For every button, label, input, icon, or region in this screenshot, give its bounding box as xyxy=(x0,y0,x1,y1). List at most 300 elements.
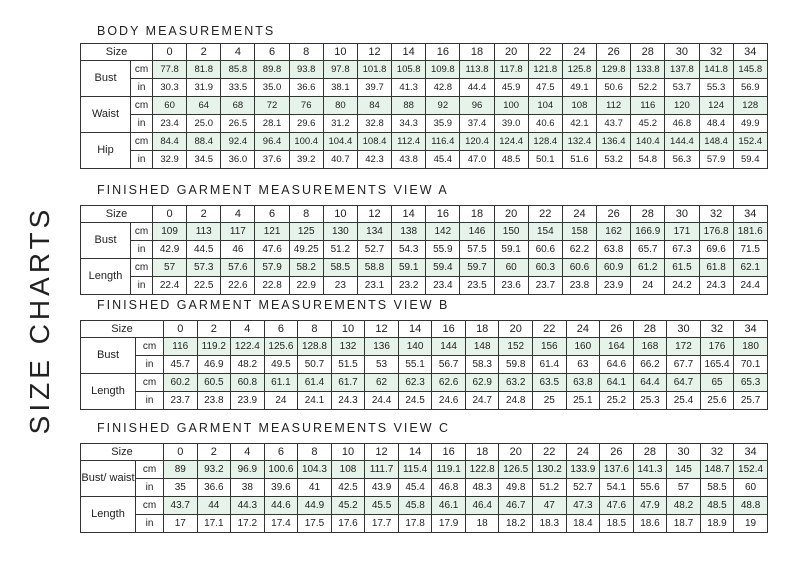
unit-label: cm xyxy=(131,259,153,277)
measurement-value: 160 xyxy=(566,338,600,356)
measurement-value: 24.3 xyxy=(331,392,365,410)
size-header-cell: 18 xyxy=(465,444,499,461)
measurement-value: 80 xyxy=(323,97,357,115)
size-header-cell: 6 xyxy=(264,444,298,461)
size-header-cell: 10 xyxy=(331,444,365,461)
measurement-value: 125 xyxy=(289,223,323,241)
measurement-value: 122.8 xyxy=(465,461,499,479)
measurement-value: 61.8 xyxy=(699,259,733,277)
measurement-value: 61.2 xyxy=(631,259,665,277)
measurement-value: 72 xyxy=(255,97,289,115)
measurement-value: 109.8 xyxy=(426,61,460,79)
measurement-value: 96.4 xyxy=(255,133,289,151)
measurement-value: 154 xyxy=(528,223,562,241)
measurement-value: 180 xyxy=(734,338,768,356)
unit-label: in xyxy=(131,79,153,97)
measurement-value: 49.9 xyxy=(733,115,767,133)
measurement-value: 17.8 xyxy=(398,515,432,533)
measurement-value: 60.8 xyxy=(231,374,265,392)
measurement-value: 34.5 xyxy=(187,151,221,169)
measurement-value: 54.8 xyxy=(631,151,665,169)
measurement-value: 111.7 xyxy=(365,461,399,479)
measurement-value: 164 xyxy=(600,338,634,356)
measurement-value: 53.7 xyxy=(665,79,699,97)
size-header-cell: 10 xyxy=(331,321,365,338)
measurement-label: Length xyxy=(81,374,136,410)
measurement-value: 17.2 xyxy=(231,515,265,533)
size-header-cell: 24 xyxy=(562,206,596,223)
size-label: Size xyxy=(81,44,153,61)
measurement-value: 49.8 xyxy=(499,479,533,497)
unit-label: cm xyxy=(136,461,164,479)
measurement-value: 162 xyxy=(597,223,631,241)
measurement-value: 25.2 xyxy=(600,392,634,410)
size-header-cell: 8 xyxy=(298,321,332,338)
measurement-value: 43.7 xyxy=(597,115,631,133)
measurement-value: 64.7 xyxy=(667,374,701,392)
measurement-value: 59.4 xyxy=(426,259,460,277)
measurement-label: Bust xyxy=(81,338,136,374)
measurement-value: 23.9 xyxy=(231,392,265,410)
measurement-value: 67.3 xyxy=(665,241,699,259)
measurement-value: 23.5 xyxy=(460,277,494,295)
measurement-label: Waist xyxy=(81,97,131,133)
measurement-value: 142 xyxy=(426,223,460,241)
measurement-value: 145 xyxy=(667,461,701,479)
measurement-value: 23.4 xyxy=(426,277,460,295)
measurement-value: 57.5 xyxy=(460,241,494,259)
measurement-value: 44.9 xyxy=(298,497,332,515)
measurement-value: 134 xyxy=(357,223,391,241)
measurement-value: 124.4 xyxy=(494,133,528,151)
measurement-value: 34.3 xyxy=(392,115,426,133)
measurement-value: 43.9 xyxy=(365,479,399,497)
measurement-value: 156 xyxy=(533,338,567,356)
measurement-value: 28.1 xyxy=(255,115,289,133)
measurement-value: 46.1 xyxy=(432,497,466,515)
measurement-value: 39.6 xyxy=(264,479,298,497)
measurement-value: 61.4 xyxy=(298,374,332,392)
measurement-value: 39.2 xyxy=(289,151,323,169)
measurement-value: 33.5 xyxy=(221,79,255,97)
measurement-value: 141.8 xyxy=(699,61,733,79)
section-title: BODY MEASUREMENTS xyxy=(97,24,276,38)
size-header-cell: 32 xyxy=(699,44,733,61)
measurement-value: 145.8 xyxy=(733,61,767,79)
size-header-cell: 12 xyxy=(357,206,391,223)
section-title: FINISHED GARMENT MEASUREMENTS VIEW C xyxy=(97,421,451,435)
measurement-value: 45.4 xyxy=(398,479,432,497)
size-header-cell: 16 xyxy=(432,321,466,338)
measurement-value: 165.4 xyxy=(700,356,734,374)
measurement-value: 116 xyxy=(164,338,198,356)
measurement-value: 63.8 xyxy=(597,241,631,259)
measurement-value: 32.9 xyxy=(153,151,187,169)
measurement-value: 52.7 xyxy=(566,479,600,497)
measurement-value: 17.9 xyxy=(432,515,466,533)
measurement-value: 117.8 xyxy=(494,61,528,79)
size-header-cell: 8 xyxy=(298,444,332,461)
measurement-value: 22.8 xyxy=(255,277,289,295)
size-label: Size xyxy=(81,321,164,338)
unit-label: cm xyxy=(136,338,164,356)
size-header-cell: 16 xyxy=(426,44,460,61)
measurement-value: 56.9 xyxy=(733,79,767,97)
measurement-value: 48.5 xyxy=(700,497,734,515)
table-row xyxy=(81,277,768,295)
measurement-value: 124 xyxy=(699,97,733,115)
measurement-value: 133.8 xyxy=(631,61,665,79)
measurement-value: 58.5 xyxy=(323,259,357,277)
measurement-value: 176 xyxy=(700,338,734,356)
measurement-value: 62.3 xyxy=(398,374,432,392)
measurement-value: 45.2 xyxy=(631,115,665,133)
measurement-value: 152.4 xyxy=(733,133,767,151)
measurement-value: 62.9 xyxy=(465,374,499,392)
table-row xyxy=(81,61,768,79)
measurement-value: 55.9 xyxy=(426,241,460,259)
measurement-value: 128.8 xyxy=(298,338,332,356)
measurement-value: 42.5 xyxy=(331,479,365,497)
measurement-value: 126.5 xyxy=(499,461,533,479)
size-header-cell: 24 xyxy=(566,444,600,461)
measurement-value: 47.5 xyxy=(528,79,562,97)
table-row xyxy=(81,259,768,277)
size-header-cell: 30 xyxy=(667,444,701,461)
measurement-value: 136 xyxy=(365,338,399,356)
size-header-cell: 4 xyxy=(231,444,265,461)
measurement-value: 22.4 xyxy=(153,277,187,295)
measurement-value: 48.2 xyxy=(231,356,265,374)
measurement-value: 24 xyxy=(264,392,298,410)
size-header-cell: 22 xyxy=(533,321,567,338)
measurement-value: 18.5 xyxy=(600,515,634,533)
measurement-value: 38 xyxy=(231,479,265,497)
measurement-value: 58.5 xyxy=(700,479,734,497)
measurement-value: 46 xyxy=(221,241,255,259)
measurement-value: 49.1 xyxy=(562,79,596,97)
measurement-value: 51.2 xyxy=(533,479,567,497)
measurement-value: 30.3 xyxy=(153,79,187,97)
measurement-value: 45.8 xyxy=(398,497,432,515)
measurement-value: 150 xyxy=(494,223,528,241)
unit-label: cm xyxy=(131,133,153,151)
measurement-value: 24.5 xyxy=(398,392,432,410)
measurement-value: 55.3 xyxy=(699,79,733,97)
size-header-cell: 0 xyxy=(164,444,198,461)
size-header-cell: 0 xyxy=(153,206,187,223)
measurement-value: 31.2 xyxy=(323,115,357,133)
size-header-cell: 4 xyxy=(221,206,255,223)
measurement-value: 57 xyxy=(667,479,701,497)
measurement-value: 96.9 xyxy=(231,461,265,479)
measurement-value: 112 xyxy=(597,97,631,115)
measurement-value: 65.3 xyxy=(734,374,768,392)
size-header-cell: 14 xyxy=(392,44,426,61)
measurement-value: 37.6 xyxy=(255,151,289,169)
measurement-value: 112.4 xyxy=(392,133,426,151)
measurement-label: Bust/ waist xyxy=(81,461,136,497)
measurement-value: 55.1 xyxy=(398,356,432,374)
measurement-value: 22.9 xyxy=(289,277,323,295)
measurement-value: 18.7 xyxy=(667,515,701,533)
measurement-value: 58.8 xyxy=(357,259,391,277)
measurement-value: 50.6 xyxy=(597,79,631,97)
measurement-value: 17.7 xyxy=(365,515,399,533)
measurement-value: 40.7 xyxy=(323,151,357,169)
measurement-value: 62.2 xyxy=(562,241,596,259)
measurement-value: 84 xyxy=(357,97,391,115)
measurement-value: 23.4 xyxy=(153,115,187,133)
measurement-value: 51.2 xyxy=(323,241,357,259)
measurement-value: 47.9 xyxy=(633,497,667,515)
size-header-cell: 30 xyxy=(665,206,699,223)
measurement-value: 17.4 xyxy=(264,515,298,533)
measurement-value: 17 xyxy=(164,515,198,533)
measurement-value: 148.4 xyxy=(699,133,733,151)
measurement-value: 62.6 xyxy=(432,374,466,392)
size-header-cell: 32 xyxy=(700,321,734,338)
size-header-cell: 34 xyxy=(734,321,768,338)
measurement-value: 109 xyxy=(153,223,187,241)
measurement-value: 57 xyxy=(153,259,187,277)
size-header-cell: 26 xyxy=(597,206,631,223)
size-header-cell: 2 xyxy=(187,206,221,223)
measurement-value: 47.6 xyxy=(255,241,289,259)
measurement-value: 42.1 xyxy=(562,115,596,133)
measurement-value: 70.1 xyxy=(734,356,768,374)
measurement-value: 49.5 xyxy=(264,356,298,374)
size-header-cell: 14 xyxy=(392,206,426,223)
unit-label: in xyxy=(136,515,164,533)
measurement-value: 17.1 xyxy=(197,515,231,533)
measurement-value: 132 xyxy=(331,338,365,356)
measurement-value: 181.6 xyxy=(733,223,767,241)
measurement-value: 47.0 xyxy=(460,151,494,169)
section-title: FINISHED GARMENT MEASUREMENTS VIEW A xyxy=(97,183,449,197)
measurement-value: 25 xyxy=(533,392,567,410)
unit-label: cm xyxy=(136,497,164,515)
measurement-label: Length xyxy=(81,259,131,295)
size-header-cell: 6 xyxy=(264,321,298,338)
measurement-value: 121 xyxy=(255,223,289,241)
measurement-value: 29.6 xyxy=(289,115,323,133)
measurement-value: 62.1 xyxy=(733,259,767,277)
measurement-value: 140.4 xyxy=(631,133,665,151)
measurement-value: 104 xyxy=(528,97,562,115)
size-header-cell: 12 xyxy=(365,444,399,461)
measurement-value: 85.8 xyxy=(221,61,255,79)
measurement-value: 53 xyxy=(365,356,399,374)
unit-label: cm xyxy=(131,61,153,79)
measurement-value: 93.2 xyxy=(197,461,231,479)
measurement-value: 35.9 xyxy=(426,115,460,133)
measurement-value: 46.9 xyxy=(197,356,231,374)
measurement-value: 146 xyxy=(460,223,494,241)
measurement-value: 43.7 xyxy=(164,497,198,515)
measurement-value: 144 xyxy=(432,338,466,356)
measurement-value: 25.3 xyxy=(633,392,667,410)
size-header-row xyxy=(81,321,768,338)
measurement-value: 23.8 xyxy=(197,392,231,410)
measurement-value: 60.5 xyxy=(197,374,231,392)
measurement-value: 36.0 xyxy=(221,151,255,169)
unit-label: cm xyxy=(136,374,164,392)
measurement-value: 24.2 xyxy=(665,277,699,295)
measurement-value: 115.4 xyxy=(398,461,432,479)
size-header-cell: 28 xyxy=(631,206,665,223)
measurement-value: 18.2 xyxy=(499,515,533,533)
size-header-cell: 0 xyxy=(164,321,198,338)
measurement-value: 92.4 xyxy=(221,133,255,151)
size-header-cell: 10 xyxy=(323,206,357,223)
measurement-value: 49.25 xyxy=(289,241,323,259)
unit-label: in xyxy=(136,392,164,410)
measurement-value: 23.8 xyxy=(562,277,596,295)
measurement-value: 43.8 xyxy=(392,151,426,169)
measurement-value: 113 xyxy=(187,223,221,241)
measurement-value: 148.7 xyxy=(700,461,734,479)
measurement-value: 64 xyxy=(187,97,221,115)
unit-label: in xyxy=(131,241,153,259)
size-header-cell: 28 xyxy=(633,321,667,338)
measurement-value: 25.6 xyxy=(700,392,734,410)
measurement-value: 61.7 xyxy=(331,374,365,392)
measurement-value: 104.4 xyxy=(323,133,357,151)
measurement-value: 133.9 xyxy=(566,461,600,479)
measurement-value: 63.2 xyxy=(499,374,533,392)
measurement-value: 108 xyxy=(331,461,365,479)
measurement-value: 144.4 xyxy=(665,133,699,151)
measurement-value: 59.1 xyxy=(392,259,426,277)
size-header-cell: 6 xyxy=(255,206,289,223)
measurement-value: 62 xyxy=(365,374,399,392)
measurement-value: 61.5 xyxy=(665,259,699,277)
measurement-value: 55.6 xyxy=(633,479,667,497)
size-header-cell: 16 xyxy=(432,444,466,461)
measurement-value: 89.8 xyxy=(255,61,289,79)
measurement-value: 45.5 xyxy=(365,497,399,515)
measurement-value: 41 xyxy=(298,479,332,497)
measurement-value: 35 xyxy=(164,479,198,497)
table-row xyxy=(81,151,768,169)
size-header-cell: 20 xyxy=(499,444,533,461)
measurement-value: 46.7 xyxy=(499,497,533,515)
table-row xyxy=(81,241,768,259)
measurement-value: 120 xyxy=(665,97,699,115)
measurement-value: 67.7 xyxy=(667,356,701,374)
table-row xyxy=(81,461,768,479)
table-row xyxy=(81,115,768,133)
measurement-value: 97.8 xyxy=(323,61,357,79)
size-header-row xyxy=(81,444,768,461)
measurement-value: 44.3 xyxy=(231,497,265,515)
measurement-value: 25.0 xyxy=(187,115,221,133)
measurement-value: 128 xyxy=(733,97,767,115)
measurement-value: 42.3 xyxy=(357,151,391,169)
measurement-value: 63 xyxy=(566,356,600,374)
measurement-value: 17.5 xyxy=(298,515,332,533)
measurement-label: Length xyxy=(81,497,136,533)
measurement-value: 36.6 xyxy=(197,479,231,497)
page-title-text: SIZE CHARTS xyxy=(24,205,55,435)
measurement-value: 42.8 xyxy=(426,79,460,97)
measurement-value: 88.4 xyxy=(187,133,221,151)
measurement-value: 39.0 xyxy=(494,115,528,133)
section-title: FINISHED GARMENT MEASUREMENTS VIEW B xyxy=(97,298,450,312)
measurement-value: 59.7 xyxy=(460,259,494,277)
measurement-value: 168 xyxy=(633,338,667,356)
table-row xyxy=(81,356,768,374)
measurement-value: 52.2 xyxy=(631,79,665,97)
size-label: Size xyxy=(81,444,164,461)
size-header-cell: 18 xyxy=(460,206,494,223)
size-header-cell: 2 xyxy=(197,321,231,338)
measurement-value: 47.3 xyxy=(566,497,600,515)
table-row xyxy=(81,338,768,356)
size-label: Size xyxy=(81,206,153,223)
measurement-value: 59.8 xyxy=(499,356,533,374)
measurement-value: 60 xyxy=(153,97,187,115)
measurement-value: 24 xyxy=(631,277,665,295)
measurement-value: 18.9 xyxy=(700,515,734,533)
measurement-value: 125.8 xyxy=(562,61,596,79)
measurement-value: 45.9 xyxy=(494,79,528,97)
measurement-value: 56.7 xyxy=(432,356,466,374)
size-header-cell: 32 xyxy=(700,444,734,461)
measurement-value: 57.6 xyxy=(221,259,255,277)
measurement-value: 76 xyxy=(289,97,323,115)
measurement-value: 23.7 xyxy=(164,392,198,410)
measurement-value: 48.8 xyxy=(734,497,768,515)
measurement-value: 65 xyxy=(700,374,734,392)
measurement-value: 37.4 xyxy=(460,115,494,133)
measurement-value: 128.4 xyxy=(528,133,562,151)
measurement-value: 71.5 xyxy=(733,241,767,259)
measurement-value: 54.3 xyxy=(392,241,426,259)
size-header-cell: 24 xyxy=(566,321,600,338)
measurement-value: 130 xyxy=(323,223,357,241)
measurement-value: 63.8 xyxy=(566,374,600,392)
size-header-cell: 10 xyxy=(323,44,357,61)
measurement-value: 66.2 xyxy=(633,356,667,374)
measurement-value: 38.1 xyxy=(323,79,357,97)
measurement-value: 61.1 xyxy=(264,374,298,392)
size-header-cell: 20 xyxy=(494,44,528,61)
measurement-value: 60.6 xyxy=(528,241,562,259)
measurement-value: 57.3 xyxy=(187,259,221,277)
measurement-value: 25.4 xyxy=(667,392,701,410)
measurement-value: 130.2 xyxy=(533,461,567,479)
measurement-value: 23 xyxy=(323,277,357,295)
measurement-value: 40.6 xyxy=(528,115,562,133)
measurement-value: 50.1 xyxy=(528,151,562,169)
measurement-value: 48.3 xyxy=(465,479,499,497)
measurement-value: 100.4 xyxy=(289,133,323,151)
size-header-cell: 32 xyxy=(699,206,733,223)
size-header-cell: 26 xyxy=(600,444,634,461)
measurement-value: 42.9 xyxy=(153,241,187,259)
measurement-label: Bust xyxy=(81,223,131,259)
measurement-value: 24.4 xyxy=(733,277,767,295)
measurement-value: 44.4 xyxy=(460,79,494,97)
measurement-value: 24.4 xyxy=(365,392,399,410)
measurement-label: Hip xyxy=(81,133,131,169)
size-header-cell: 34 xyxy=(733,206,767,223)
size-header-cell: 2 xyxy=(187,44,221,61)
measurement-value: 81.8 xyxy=(187,61,221,79)
table-row xyxy=(81,223,768,241)
